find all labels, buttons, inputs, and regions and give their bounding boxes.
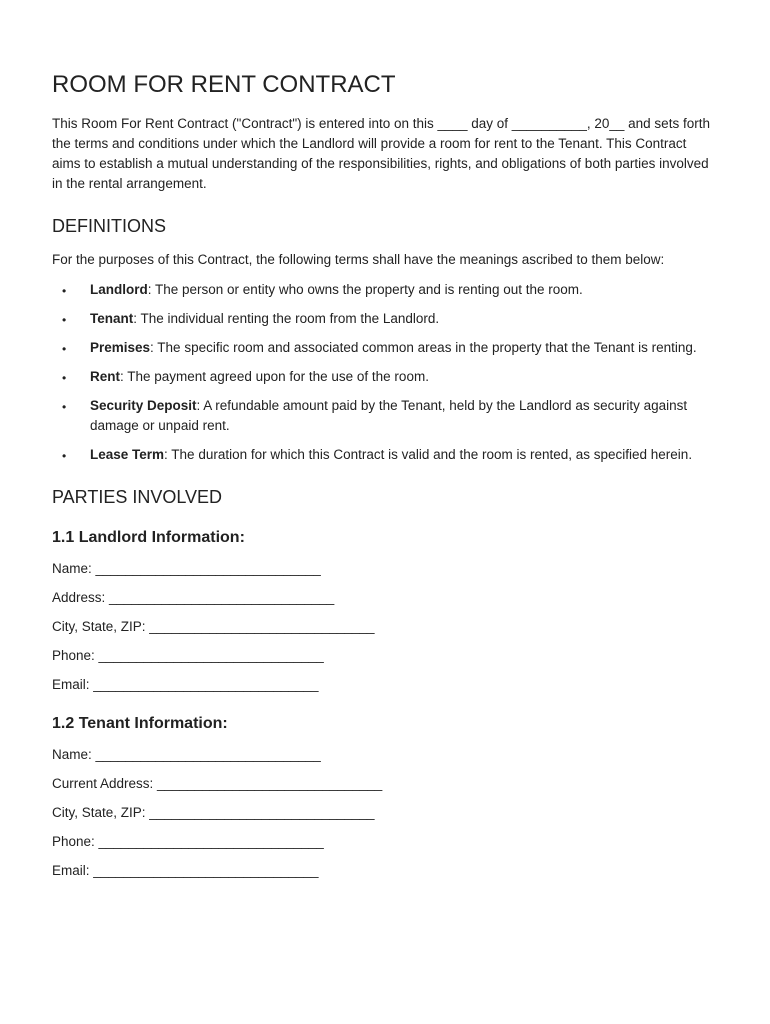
- bullet-icon: •: [62, 313, 67, 327]
- definition-item-landlord: [52, 280, 718, 300]
- bullet-icon: •: [62, 449, 67, 463]
- landlord-city-state-zip-field: City, State, ZIP: ______________________________: [52, 619, 375, 634]
- bullet-icon: •: [62, 342, 67, 356]
- definition-term: Lease Term: [90, 447, 165, 462]
- definition-text: : The payment agreed upon for the use of the room.: [120, 369, 429, 384]
- bullet-icon: •: [62, 371, 67, 385]
- landlord-address-field: Address: ______________________________: [52, 590, 335, 605]
- bullet-icon: •: [62, 284, 67, 298]
- definition-term: Landlord: [90, 282, 148, 297]
- definition-item-tenant: [52, 309, 718, 329]
- tenant-city-state-zip-field: City, State, ZIP: ______________________________: [52, 805, 375, 820]
- landlord-phone-field: Phone: ______________________________: [52, 648, 324, 663]
- tenant-email-field: Email: ______________________________: [52, 863, 319, 878]
- document-title: ROOM FOR RENT CONTRACT: [52, 71, 396, 98]
- definitions-intro: For the purposes of this Contract, the following terms shall have the meanings ascribed to them below:: [52, 252, 665, 267]
- landlord-info-heading: 1.1 Landlord Information:: [52, 529, 245, 546]
- bullet-icon: •: [62, 400, 67, 414]
- landlord-email-field: Email: ______________________________: [52, 677, 319, 692]
- definitions-list: [52, 280, 718, 465]
- tenant-info-heading: 1.2 Tenant Information:: [52, 715, 228, 732]
- definition-text: : The duration for which this Contract is valid and the room is rented, as specified herein.: [164, 447, 693, 462]
- definition-text: : The specific room and associated common areas in the property that the Tenant is renting.: [150, 340, 697, 355]
- definition-item-lease-term: [52, 445, 718, 465]
- definition-term: Premises: [90, 340, 151, 355]
- landlord-name-field: Name: ______________________________: [52, 561, 321, 576]
- definition-text: : The person or entity who owns the property and is renting out the room.: [147, 282, 583, 297]
- definition-term: Tenant: [90, 311, 134, 326]
- definition-term: Rent: [90, 369, 120, 384]
- tenant-phone-field: Phone: ______________________________: [52, 834, 324, 849]
- tenant-name-field: Name: ______________________________: [52, 747, 321, 762]
- definition-text: : A refundable amount paid by the Tenant, held by the Landlord as security against damage or unpaid rent.: [90, 398, 688, 433]
- definition-item-premises: [52, 338, 718, 358]
- intro-paragraph: This Room For Rent Contract ("Contract") is entered into on this ____ day of __________, 20__ and sets forth the terms and conditions under which the Landlord will provide a room for rent to the Tenant. This Contract aims to establish a mutual understanding of the responsibilities, rights, and obligations of both parties involved in the rental arrangement.: [52, 116, 710, 191]
- parties-heading: PARTIES INVOLVED: [52, 487, 223, 507]
- definition-item-rent: [52, 367, 718, 387]
- definition-text: : The individual renting the room from the Landlord.: [133, 311, 440, 326]
- tenant-current-address-field: Current Address: ______________________________: [52, 776, 383, 791]
- definition-item-security-deposit: [52, 396, 718, 436]
- definition-term: Security Deposit: [90, 398, 197, 413]
- definitions-heading: DEFINITIONS: [52, 216, 167, 236]
